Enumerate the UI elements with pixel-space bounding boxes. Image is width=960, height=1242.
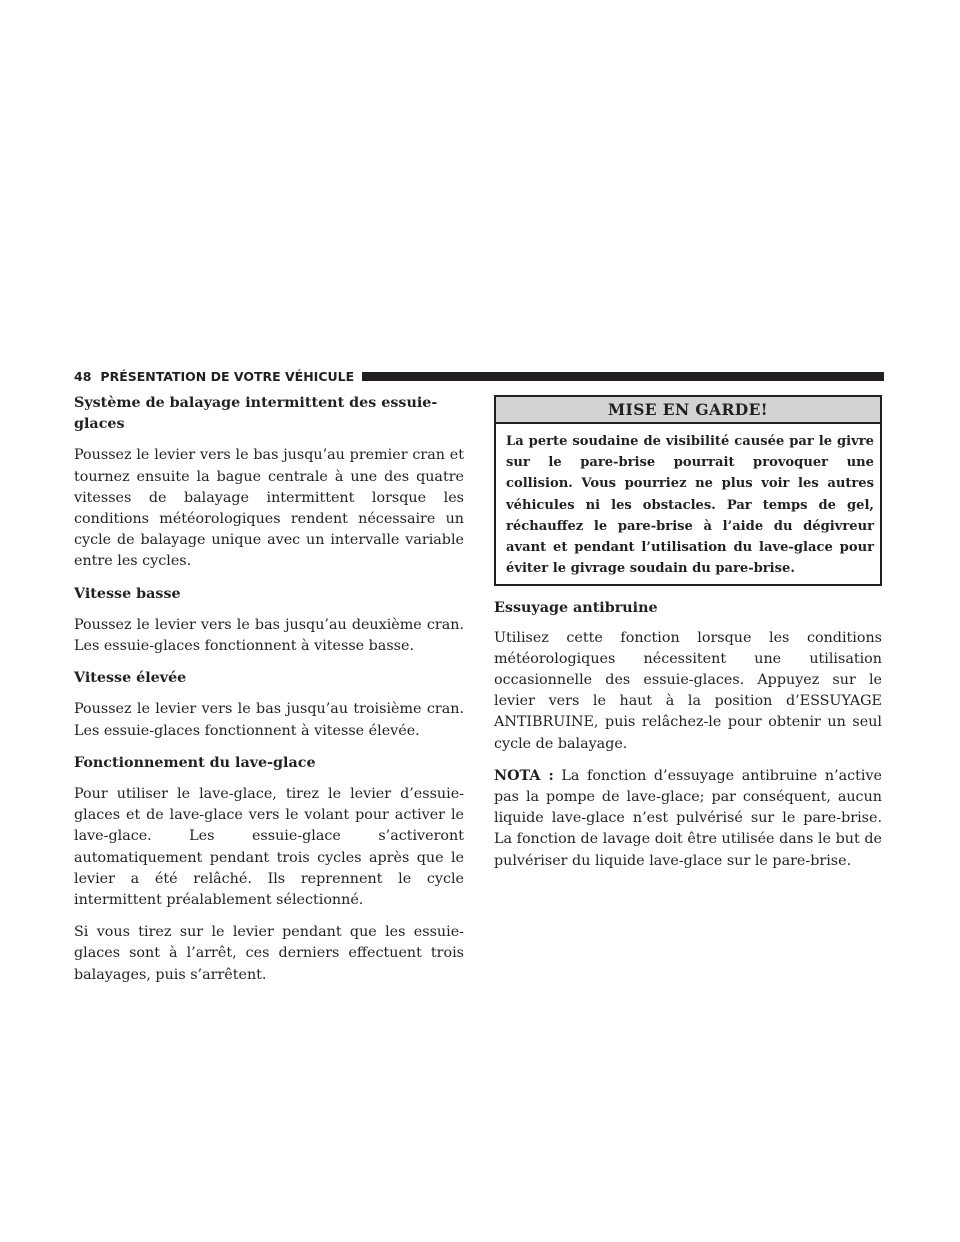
paragraph-high-speed: Poussez le levier vers le bas jusqu’au troisième cran. Les essuie-glaces fonctionnent à vitesse élevée. xyxy=(74,701,464,739)
left-column xyxy=(74,390,464,997)
running-header xyxy=(74,367,884,385)
warning-text: La perte soudaine de visibilité causée par le givre sur le pare-brise pourrait provoquer une collision. Vous pourriez ne plus voir les autres véhicules ni les obstacles. Par temps de gel, réchauffez le pare-brise à l’aide du dégivreur avant et pendant l’utilisation du lave-glace pour éviter le givrage soudain du pare-brise. xyxy=(506,434,874,577)
heading-mist-wipe: Essuyage antibruine xyxy=(494,600,658,617)
right-column xyxy=(494,390,882,883)
warning-box xyxy=(494,395,882,586)
note-text: La fonction d’essuyage antibruine n’active pas la pompe de lave-glace; par conséquent, aucun liquide lave-glace n’est pulvérisé sur le pare-brise. La fonction de lavage doit être utilisée dans le but de pulvériser du liquide lave-glace sur le pare-brise. xyxy=(494,767,882,869)
heading-low-speed: Vitesse basse xyxy=(74,585,181,602)
page-number: 48 xyxy=(74,368,92,384)
header-rule xyxy=(362,372,884,381)
heading-intermittent: Système de balayage intermittent des essuie-glaces xyxy=(74,395,438,433)
paragraph-washer-2: Si vous tirez sur le levier pendant que les essuie-glaces sont à l’arrêt, ces derniers effectuent trois balayages, puis s’arrêtent. xyxy=(74,924,464,983)
note-paragraph xyxy=(494,766,882,872)
paragraph-low-speed: Poussez le levier vers le bas jusqu’au deuxième cran. Les essuie-glaces fonctionnent à vitesse basse. xyxy=(74,616,464,655)
paragraph-intermittent: Poussez le levier vers le bas jusqu’au premier cran et tournez ensuite la bague centrale à une des quatre vitesses de balayage intermittent lorsque les conditions météorologiques rendent nécessaire un cycle de balayage unique avec un intervalle variable entre les cycles. xyxy=(74,447,464,570)
warning-title: MISE EN GARDE! xyxy=(496,397,880,424)
section-title: PRÉSENTATION DE VOTRE VÉHICULE xyxy=(100,368,355,384)
note-label: NOTA : xyxy=(494,767,554,784)
heading-high-speed: Vitesse élevée xyxy=(74,670,187,687)
paragraph-mist-wipe: Utilisez cette fonction lorsque les conditions météorologiques nécessitent une utilisation occasionnelle des essuie-glaces. Appuyez sur le levier vers le haut à la position d’ESSUYAGE ANTIBRUINE, puis relâchez-le pour obtenir un seul cycle de balayage. xyxy=(494,629,882,752)
paragraph-washer-1: Pour utiliser le lave-glace, tirez le levier d’essuie-glaces et de lave-glace vers le volant pour activer le lave-glace. Les essuie-glace s’activeront automatiquement pendant trois cycles après que le levier a été relâché. Ils reprennent le cycle intermittent préalablement sélectionné. xyxy=(74,786,464,909)
heading-washer: Fonctionnement du lave-glace xyxy=(74,754,316,771)
